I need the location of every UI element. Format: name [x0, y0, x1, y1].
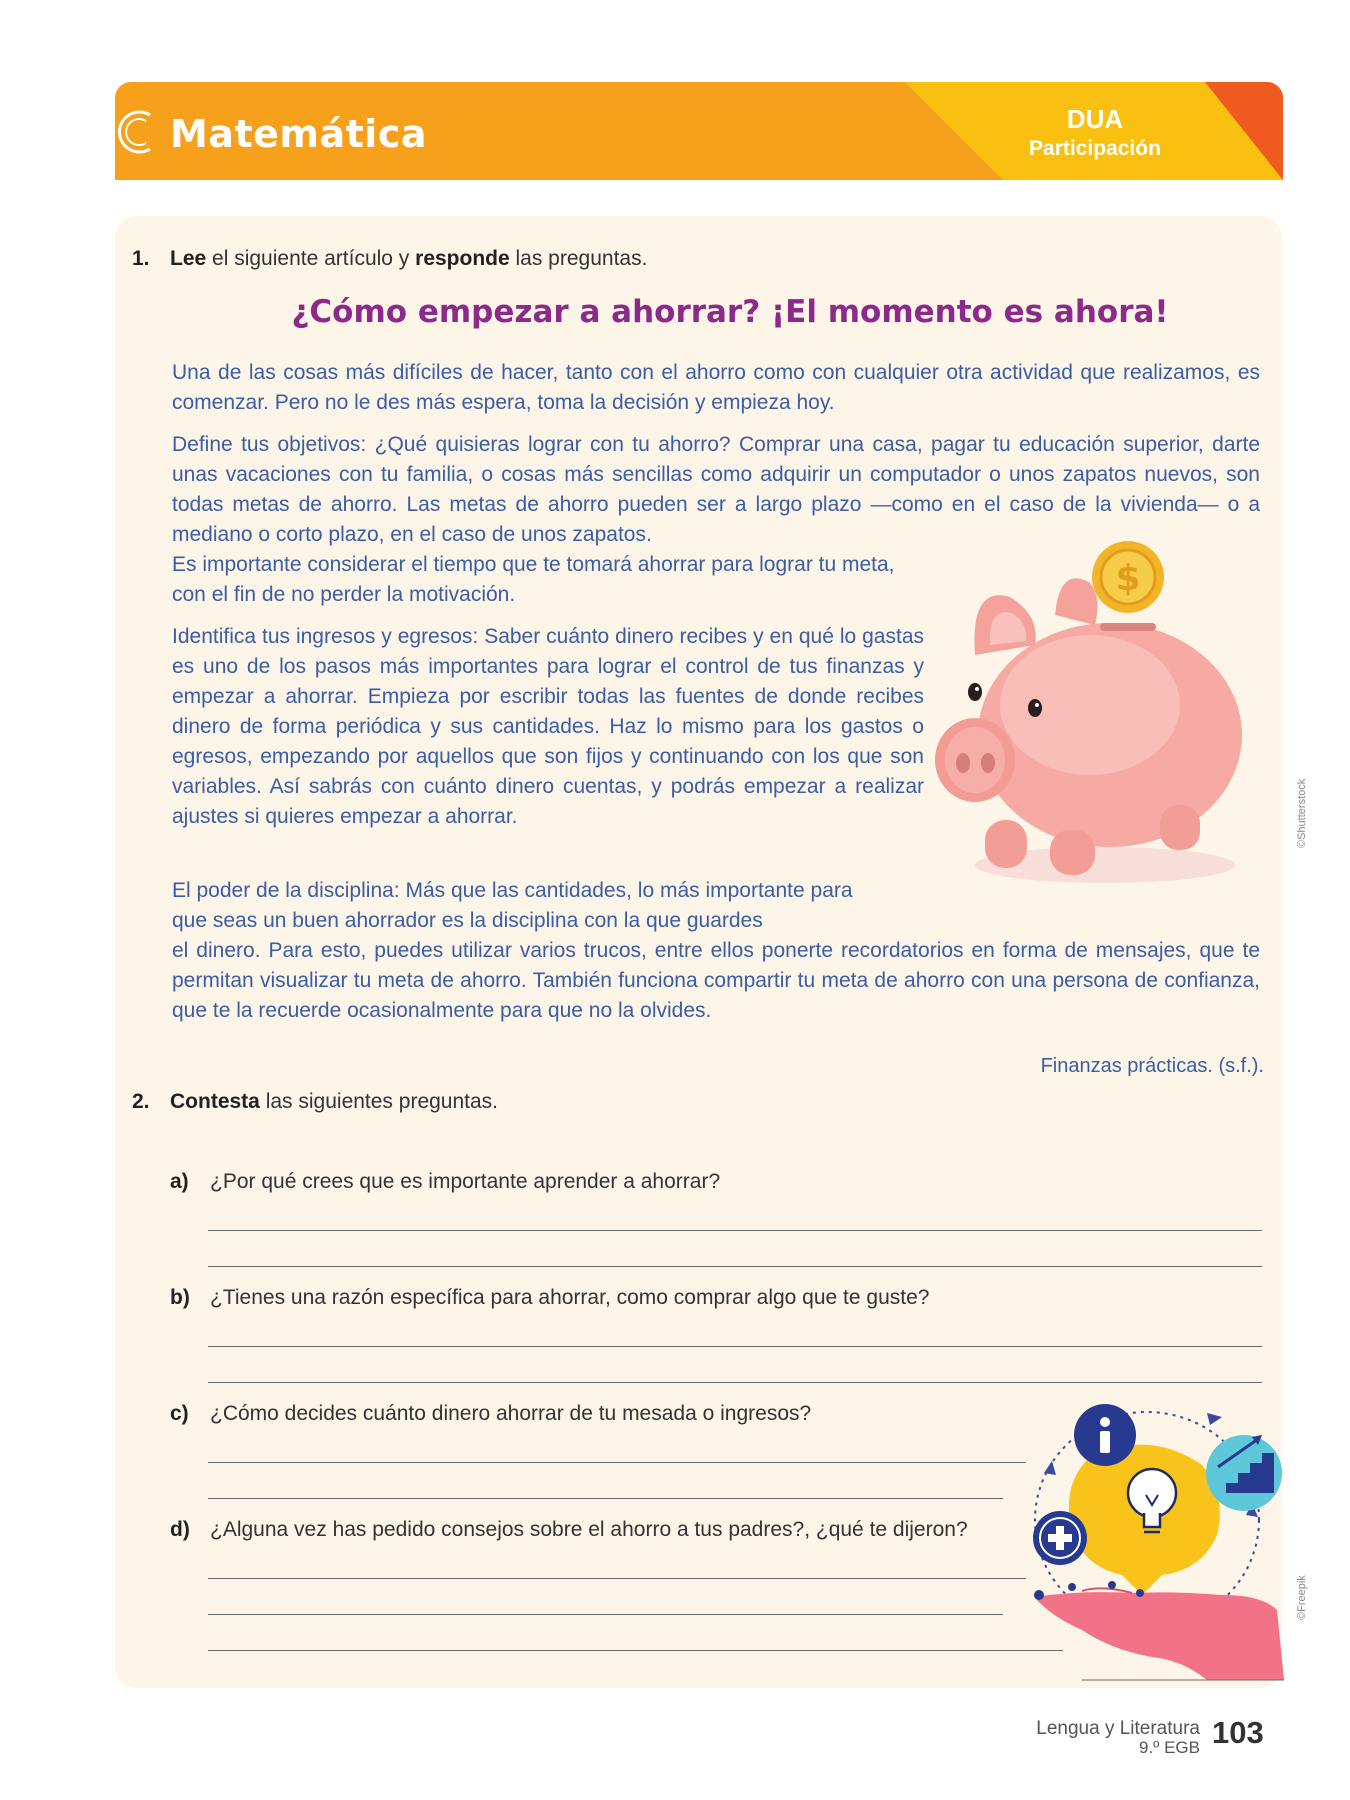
article-paragraph-3: Identifica tus ingresos y egresos: Saber cuánto dinero recibes y en qué lo gastas es uno de los pasos más importantes para lograr el control de tus finanzas y empezar a ahorrar. Empieza por escribir todas las fuentes de donde recibes dinero de forma periódica y sus cantidades. Haz lo mismo para los gastos o egresos, empezando por aquellos que son fijos y continuando con los que son variables. Así sabrás con cuánto dinero cuentas, y podrás empezar a realizar ajustes si quieres empezar a ahorrar. — [172, 625, 924, 828]
answer-line-c2[interactable] — [208, 1498, 1003, 1499]
svg-text:$: $ — [1115, 558, 1141, 599]
answer-line-c1[interactable] — [208, 1462, 1026, 1463]
article-title: ¿Cómo empezar a ahorrar? ¡El momento es ahora! — [291, 294, 1169, 330]
idea-hand-illustration — [1022, 1395, 1284, 1685]
question-c-letter: c) — [170, 1402, 189, 1425]
activity-1-instruction — [170, 247, 647, 271]
instruction-text-end: las preguntas. — [509, 247, 648, 270]
question-a-letter: a) — [170, 1170, 189, 1193]
instruction-verb-answer: Contesta — [170, 1090, 260, 1113]
image-credit-shutterstock: ©Shutterstock — [1296, 778, 1308, 848]
instruction-verb-respond: responde — [415, 247, 510, 270]
instruction-text: el siguiente artículo y — [206, 247, 416, 270]
activity-1-number: 1. — [132, 247, 150, 270]
question-a-text: ¿Por qué crees que es importante aprender a ahorrar? — [210, 1170, 721, 1193]
subject-title: Matemática — [170, 112, 427, 156]
question-b-letter: b) — [170, 1286, 190, 1309]
footer-subject: Lengua y Literatura — [1036, 1718, 1200, 1739]
answer-line-d2[interactable] — [208, 1614, 1003, 1615]
answer-line-d3[interactable] — [208, 1650, 1063, 1651]
question-c-text: ¿Cómo decides cuánto dinero ahorrar de tu mesada o ingresos? — [210, 1402, 812, 1425]
answer-line-b1[interactable] — [208, 1346, 1262, 1347]
article-paragraph-2: Define tus objetivos: ¿Qué quisieras lograr con tu ahorro? Comprar una casa, pagar tu educación superior, darte unas vacaciones con tu familia, o cosas más sencillas como adquirir un computador o unos zapatos nuevos, son todas metas de ahorro. Las metas de ahorro pueden ser a largo plazo —como en el caso de la vivienda— o a mediano o corto plazo, en el caso de unos zapatos. — [172, 433, 1260, 546]
article-paragraph-4a: El poder de la disciplina: Más que las cantidades, lo más importante para que seas un buen ahorrador es la disciplina con la que guardes — [172, 879, 853, 932]
instruction-text: las siguientes preguntas. — [259, 1090, 499, 1113]
answer-line-a1[interactable] — [208, 1230, 1262, 1231]
answer-line-d1[interactable] — [208, 1578, 1026, 1579]
activity-2-instruction — [170, 1090, 498, 1114]
question-d-letter: d) — [170, 1518, 190, 1541]
question-d-text: ¿Alguna vez has pedido consejos sobre el ahorro a tus padres?, ¿qué te dijeron? — [210, 1518, 968, 1541]
answer-line-b2[interactable] — [208, 1382, 1262, 1383]
article-paragraph-4b: el dinero. Para esto, puedes utilizar varios trucos, entre ellos ponerte recordatorios en forma de mensajes, que te permitan visualizar tu meta de ahorro. También funciona compartir tu meta de ahorro con una persona de confianza, que te la recuerde ocasionalmente para que no la olvides. — [172, 939, 1260, 1022]
page-number: 103 — [1212, 1715, 1264, 1750]
footer-grade: 9.º EGB — [1138, 1738, 1200, 1757]
question-b-text: ¿Tienes una razón específica para ahorrar, como comprar algo que te guste? — [210, 1286, 930, 1309]
dua-label: DUA — [1066, 104, 1124, 134]
activity-2-number: 2. — [132, 1090, 150, 1113]
answer-line-a2[interactable] — [208, 1266, 1262, 1267]
instruction-verb-read: Lee — [170, 247, 207, 270]
subject-logo-icon — [116, 107, 160, 157]
image-credit-freepik: ©Freepik — [1296, 1575, 1308, 1620]
article-source: Finanzas prácticas. (s.f.). — [1040, 1055, 1264, 1077]
piggy-bank-image — [930, 535, 1250, 905]
article-paragraph-1: Una de las cosas más difíciles de hacer, tanto con el ahorro como con cualquier otra actividad que realizamos, es comenzar. Pero no le des más espera, toma la decisión y empieza hoy. — [172, 361, 1260, 414]
dua-sublabel: Participación — [1029, 137, 1161, 160]
article-paragraph-2b: Es importante considerar el tiempo que te tomará ahorrar para lograr tu meta, con el fin de no perder la motivación. — [172, 553, 895, 606]
